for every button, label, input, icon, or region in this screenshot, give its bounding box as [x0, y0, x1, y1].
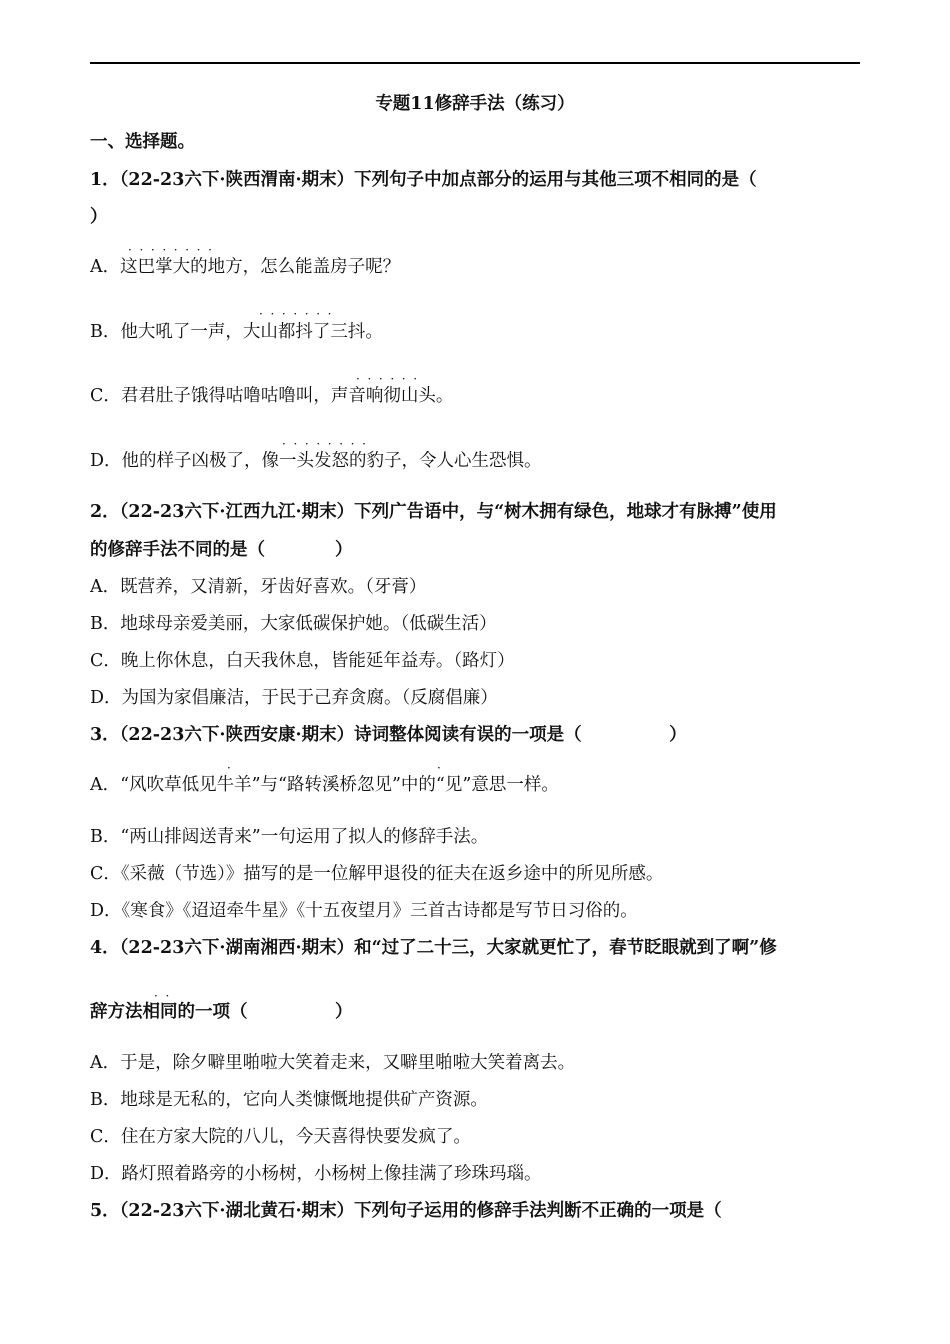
emphasis-dots: · · · · · ·: [356, 372, 418, 386]
q2-stem-line2: 的修辞手法不同的是（ ）: [90, 540, 353, 560]
q2-option-c: C．晚上你休息，白天我休息，皆能延年益寿。（路灯）: [90, 651, 515, 671]
q4-stem-line2: 辞方法相同的一项（ ）: [90, 1002, 353, 1022]
emphasis-dots: · · · · · · · ·: [128, 243, 212, 257]
page-title: 专题11修辞手法（练习）: [375, 94, 575, 114]
emphasis-dots: · · · · · · ·: [259, 307, 332, 321]
q1-option-d: D．他的样子凶极了，像一头发怒的豹子，令人心生恐惧。: [90, 451, 542, 471]
q1-stem-line2: ）: [90, 207, 108, 227]
q3-stem-line1: 3．（22-23六下·陕西安康·期末）诗词整体阅读有误的一项是（ ）: [90, 725, 687, 745]
q5-stem-line1: 5．（22-23六下·湖北黄石·期末）下列句子运用的修辞手法判断不正确的一项是（: [90, 1201, 722, 1221]
header-rule: [90, 62, 860, 64]
q1-option-c: C．君君肚子饿得咕噜咕噜叫，声音响彻山头。: [90, 386, 454, 406]
q1-option-b: B．他大吼了一声，大山都抖了三抖。: [90, 322, 383, 342]
q3-option-d: D．《寒食》《迢迢牵牛星》《十五夜望月》三首古诗都是写节日习俗的。: [90, 901, 638, 921]
q3-option-a: A．“风吹草低见牛羊”与“路转溪桥忽见”中的“见”意思一样。: [90, 775, 559, 795]
q3-option-c: C．《采薇（节选）》描写的是一位解甲退役的征夫在返乡途中的所见所感。: [90, 864, 664, 884]
emphasis-dot: ·: [437, 761, 441, 775]
q2-option-d: D．为国为家倡廉洁，于民于己弃贪腐。（反腐倡廉）: [90, 688, 498, 708]
q4-option-d: D．路灯照着路旁的小杨树，小杨树上像挂满了珍珠玛瑙。: [90, 1164, 542, 1184]
q4-option-a: A．于是，除夕噼里啪啦大笑着走来，又噼里啪啦大笑着离去。: [90, 1053, 576, 1073]
emphasis-dot: ·: [227, 761, 231, 775]
q2-option-b: B．地球母亲爱美丽，大家低碳保护她。（低碳生活）: [90, 614, 497, 634]
q1-option-a: A．这巴掌大的地方，怎么能盖房子呢？: [90, 257, 401, 277]
q4-option-b: B．地球是无私的，它向人类慷慨地提供矿产资源。: [90, 1090, 488, 1110]
q3-option-b: B．“两山排闼送青来”一句运用了拟人的修辞手法。: [90, 827, 489, 847]
q4-stem-line1: 4．（22-23六下·湖南湘西·期末）和“过了二十三，大家就更忙了，春节眨眼就到了啊”修: [90, 938, 777, 958]
q2-option-a: A．既营养，又清新，牙齿好喜欢。（牙膏）: [90, 577, 427, 597]
q4-option-c: C．住在方家大院的八儿，今天喜得快要发疯了。: [90, 1127, 471, 1147]
emphasis-dots: · · · · · · · ·: [282, 437, 366, 451]
q1-stem-line1: 1．（22-23六下·陕西渭南·期末）下列句子中加点部分的运用与其他三项不相同的是（: [90, 170, 757, 190]
q2-stem-line1: 2．（22-23六下·江西九江·期末）下列广告语中，与“树木拥有绿色，地球才有脉搏”使用: [90, 502, 777, 522]
section-heading: 一、选择题。: [90, 132, 195, 152]
emphasis-dots: · ·: [154, 989, 170, 1003]
